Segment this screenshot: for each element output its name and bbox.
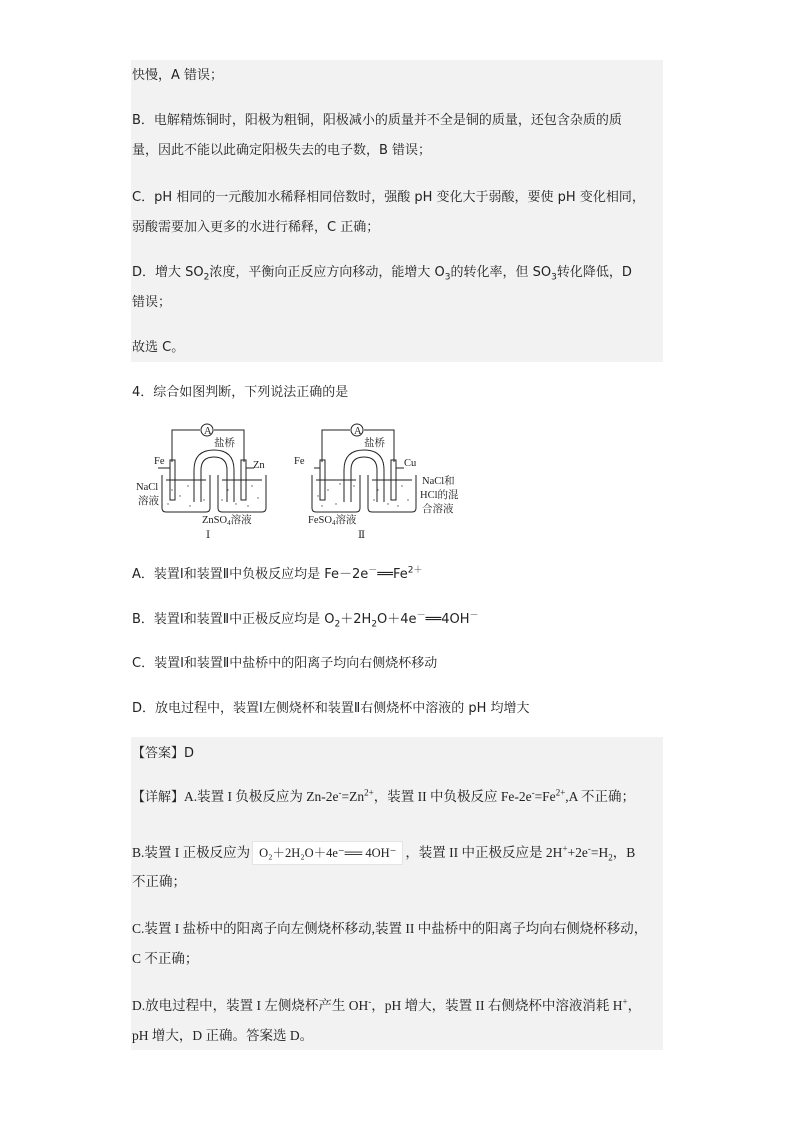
prev-line-c2: 弱酸需要加入更多的水进行稀释，C 正确；: [132, 220, 380, 235]
explanation-d2: pH 增大，D 正确。答案选 D。: [132, 1028, 314, 1043]
solution-nacl-i-2: 溶液: [138, 496, 159, 507]
ammeter-label-i: A: [204, 426, 212, 437]
solution-feso4-ii: FeSO4溶液: [308, 515, 357, 527]
explanation-a: 【详解】A.装置 I 负极反应为 $Zn-2e^-=Zn^{2+}$，装置 II 中负极反应 $Fe-2e^-=Fe^{2+},A$ 不正确；: [132, 787, 636, 805]
electrode-fe-ii: Fe: [294, 456, 305, 467]
equation-image: O₂＋2H₂O＋4e⁻══ 4OH⁻: [252, 841, 403, 865]
solution-nacl-i: NaCl: [136, 482, 159, 493]
prev-conclusion: 故选 C。: [132, 340, 185, 355]
electrode-fe-i: Fe: [154, 456, 165, 467]
electrode-zn-i: Zn: [253, 460, 265, 471]
explanation-b2: 不正确；: [132, 874, 186, 889]
prev-line-c1: C．pH 相同的一元酸加水稀释相同倍数时，强酸 pH 变化大于弱酸，要使 pH 变化相同，: [132, 190, 645, 205]
galvanic-cells-diagram: [132, 420, 472, 542]
prev-line-b2: 量，因此不能以此确定阳极失去的电子数，B 错误；: [132, 143, 432, 158]
salt-bridge-label-ii: 盐桥: [364, 438, 385, 449]
prev-line-d1: D．增大 $SO_2$浓度，平衡向正反应方向移动，能增大 $O_3$的转化率，但 $SO_3$转化降低，D: [132, 265, 632, 283]
solution-znso4-i: ZnSO4溶液: [202, 515, 252, 527]
salt-bridge-label-i: 盐桥: [214, 438, 235, 449]
solution-mixed-ii-3: 合溶液: [422, 504, 454, 515]
question-4-stem: 4．综合如图判断，下列说法正确的是: [132, 385, 349, 400]
option-c: C．装置Ⅰ和装置Ⅱ中盐桥中的阳离子均向右侧烧杯移动: [132, 656, 438, 671]
explanation-d1: D.放电过程中，装置 I 左侧烧杯产生 OH-，pH 增大，装置 II 右侧烧杯中溶液消耗 H+，: [132, 996, 642, 1013]
solution-mixed-ii-2: HCl的混: [420, 490, 459, 501]
option-b: B．装置Ⅰ和装置Ⅱ中正极反应均是 $O_2+2H_2O+4e^-══4OH^-$: [132, 610, 479, 630]
answer-label: 【答案】D: [132, 746, 195, 761]
device-label-ii: Ⅱ: [358, 530, 366, 541]
option-d: D．放电过程中，装置Ⅰ左侧烧杯和装置Ⅱ右侧烧杯中溶液的 pH 均增大: [132, 701, 530, 716]
prev-line-b1: B．电解精炼铜时，阳极为粗铜，阳极减小的质量并不全是铜的质量，还包含杂质的质: [132, 113, 622, 128]
electrode-cu-ii: Cu: [404, 458, 417, 469]
option-a: A．装置Ⅰ和装置Ⅱ中负极反应均是 $Fe-2e^-══Fe^{2+}$: [132, 565, 423, 582]
explanation-b1: B.装置 I 正极反应为 O₂＋2H₂O＋4e⁻══ 4OH⁻ ，装置 II 中正极反应是 $2H^++2e^-=H_2$，B: [132, 841, 635, 865]
ammeter-label-ii: A: [354, 426, 362, 437]
solution-mixed-ii-1: NaCl和: [422, 476, 455, 487]
device-label-i: Ⅰ: [206, 530, 211, 541]
explanation-c1: C.装置 I 盐桥中的阳离子向左侧烧杯移动,装置 II 中盐桥中的阳离子均向右侧烧杯移动，: [132, 921, 648, 936]
prev-line-a-tail: 快慢，A 错误；: [132, 68, 224, 83]
prev-line-d2: 错误；: [132, 295, 172, 310]
explanation-c2: C 不正确；: [132, 951, 199, 966]
prev-explanation-bg: [131, 60, 663, 362]
